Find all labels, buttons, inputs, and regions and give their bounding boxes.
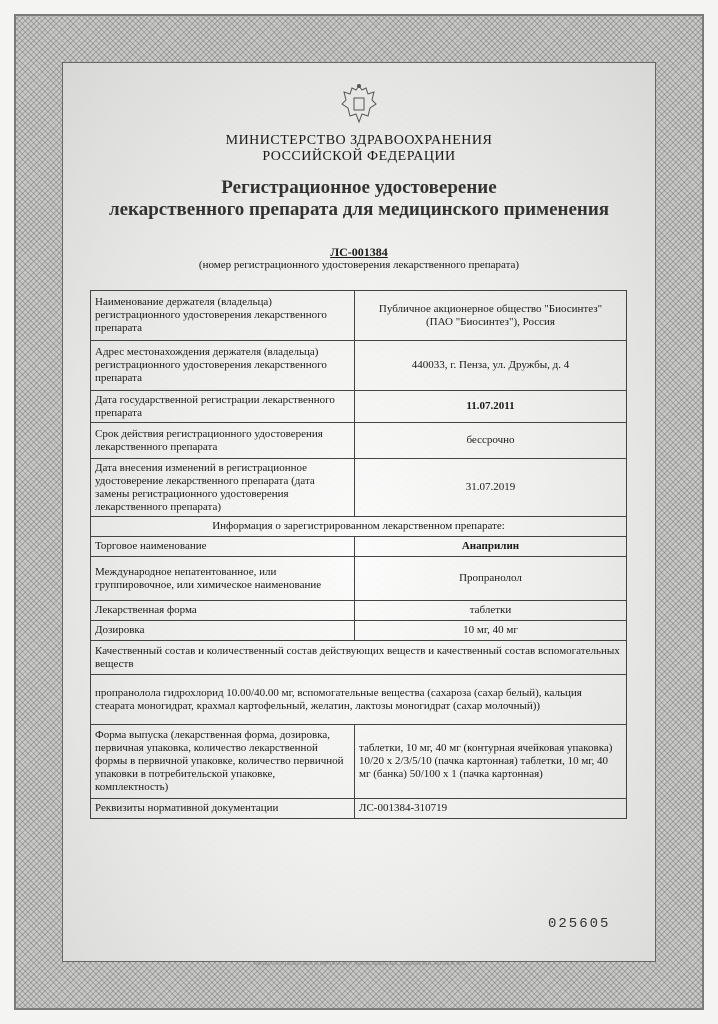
table-row: [91, 459, 627, 517]
form-value: таблетки: [355, 601, 627, 621]
normdoc-label: Реквизиты нормативной документации: [91, 799, 355, 819]
table-row: [91, 675, 627, 725]
table-row: [91, 517, 627, 537]
dosage-label: Дозировка: [91, 621, 355, 641]
dosage-value: 10 мг, 40 мг: [355, 621, 627, 641]
inn-value: Пропранолол: [355, 557, 627, 601]
holder-address-label: Адрес местонахождения держателя (владельца) регистрационного удостоверения лекарственного препарата: [91, 341, 355, 391]
validity-label: Срок действия регистрационного удостоверения лекарственного препарата: [91, 423, 355, 459]
table-row: [91, 557, 627, 601]
reg-date-label: Дата государственной регистрации лекарственного препарата: [91, 391, 355, 423]
release-form-label: Форма выпуска (лекарственная форма, дозировка, первичная упаковка, количество лекарственной формы в первичной упаковке, количество первичной упаковки в потребительской упаковке, комплектность): [91, 725, 355, 799]
holder-address-value: 440033, г. Пенза, ул. Дружбы, д. 4: [355, 341, 627, 391]
composition-value: пропранолола гидрохлорид 10.00/40.00 мг, вспомогательные вещества (сахароза (сахар белый), кальция стеарата моногидрат, крахмал картофельный, желатин, лактозы моногидрат (сахар молочный)): [91, 675, 627, 725]
title-line2: лекарственного препарата для медицинского применения: [108, 199, 610, 220]
change-date-label: Дата внесения изменений в регистрационное удостоверение лекарственного препарата (дата замены регистрационного удостоверения лекарственного препарата): [91, 459, 355, 517]
registration-number: ЛС-001384: [330, 245, 388, 259]
table-row: [91, 641, 627, 675]
validity-value: бессрочно: [355, 423, 627, 459]
drug-section-caption: Информация о зарегистрированном лекарственном препарате:: [91, 517, 627, 537]
coat-of-arms-icon: [340, 82, 378, 126]
table-row: [91, 391, 627, 423]
table-row: [91, 537, 627, 557]
holder-name-line2: (ПАО "Биосинтез"), Россия: [426, 315, 555, 328]
table-row: [91, 291, 627, 341]
form-serial-number: 025605: [548, 916, 611, 932]
table-row: [91, 799, 627, 819]
table-row: [91, 341, 627, 391]
holder-name-value: [355, 291, 627, 341]
ministry-heading: [0, 133, 718, 165]
trade-name-value: Анаприлин: [355, 537, 627, 557]
registration-number-caption: (номер регистрационного удостоверения лекарственного препарата): [198, 259, 520, 271]
table-row: [91, 601, 627, 621]
document-title: [0, 177, 718, 221]
trade-name-label: Торговое наименование: [91, 537, 355, 557]
release-form-value: таблетки, 10 мг, 40 мг (контурная ячейковая упаковка) 10/20 x 2/3/5/10 (пачка картонная) таблетки, 10 мг, 40 мг (банка) 50/100 x 1 (пачка картонная): [355, 725, 627, 799]
ministry-line1: МИНИСТЕРСТВО ЗДРАВООХРАНЕНИЯ: [225, 133, 493, 148]
registration-table: [90, 290, 627, 819]
change-date-value: 31.07.2019: [355, 459, 627, 517]
normdoc-value: ЛС-001384-310719: [355, 799, 627, 819]
ministry-line2: РОССИЙСКОЙ ФЕДЕРАЦИИ: [262, 149, 456, 164]
title-line1: Регистрационное удостоверение: [221, 177, 497, 198]
table-row: [91, 725, 627, 799]
reg-date-value: 11.07.2011: [355, 391, 627, 423]
table-row: [91, 423, 627, 459]
holder-name-label: Наименование держателя (владельца) регистрационного удостоверения лекарственного препарата: [91, 291, 355, 341]
form-label: Лекарственная форма: [91, 601, 355, 621]
table-row: [91, 621, 627, 641]
inn-label: Международное непатентованное, или группировочное, или химическое наименование: [91, 557, 355, 601]
composition-label: Качественный состав и количественный состав действующих веществ и качественный состав вспомогательных веществ: [91, 641, 627, 675]
holder-name-line1: Публичное акционерное общество "Биосинтез": [378, 302, 603, 315]
print-info: Москва, 2019, Гознак. Заказ № ОФ-1905/2019. Уровень защиты «В». Лицензия ФНС России № 0055: [253, 962, 467, 967]
